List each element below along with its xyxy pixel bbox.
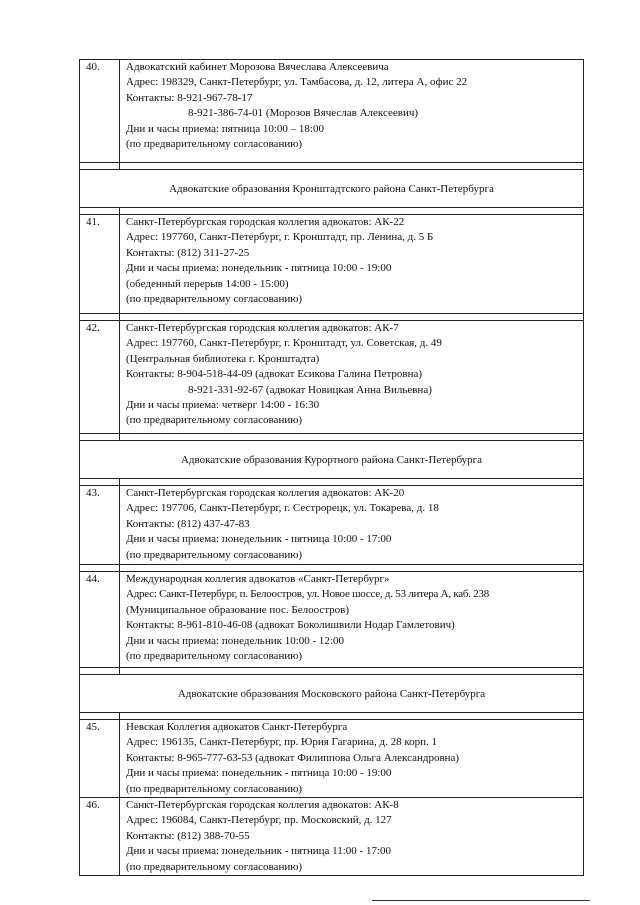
entry-details [120, 321, 584, 434]
entry-line: Адрес: 198329, Санкт-Петербург, ул. Тамбасова, д. 12, литера А, офис 22 [126, 76, 468, 89]
section-row [80, 675, 584, 713]
section-row [80, 441, 584, 479]
entry-line: Контакты: 8-921-967-78-17 [126, 91, 253, 104]
entry-line: Дни и часы приема: четверг 14:00 - 16:30 [126, 399, 320, 412]
entry-line: Адрес: 196135, Санкт-Петербург, пр. Юрия Гагарина, д. 28 корп. 1 [126, 736, 438, 749]
entry-line: Адрес: 197760, Санкт-Петербург, г. Кронштадт, ул. Советская, д. 49 [126, 337, 442, 350]
section-heading: Адвокатские образования Московского района Санкт-Петербурга [80, 675, 584, 713]
entry-line: Контакты: 8-961-810-46-08 (адвокат Боколишвили Нодар Гамлетович) [126, 619, 455, 632]
advocates-table [79, 59, 584, 876]
table-row [80, 215, 584, 314]
table-row [80, 572, 584, 668]
entry-number: 44. [80, 572, 120, 668]
entry-line: Адвокатский кабинет Морозова Вячеслава Алексеевича [126, 61, 389, 73]
entry-line: (Центральная библиотека г. Кронштадта) [126, 352, 320, 365]
table-row [80, 60, 584, 163]
footer-rule [372, 900, 590, 901]
entry-line: Адрес: Санкт-Петербург, п. Белоостров, ул. Новое шоссе, д. 53 литера А, каб. 238 [126, 588, 489, 601]
entry-line: (по предварительному согласованию) [126, 293, 303, 306]
entry-line: Дни и часы приема: пятница 10:00 – 18:00 [126, 122, 324, 135]
section-heading: Адвокатские образования Курортного района Санкт-Петербурга [80, 441, 584, 479]
entry-number: 46. [80, 798, 120, 876]
entry-line: (по предварительному согласованию) [126, 650, 303, 663]
section-heading: Адвокатские образования Кронштадтского района Санкт-Петербурга [80, 170, 584, 208]
entry-number: 45. [80, 720, 120, 798]
entry-line: Дни и часы приема: понедельник - пятница 10:00 - 19:00 [126, 262, 392, 275]
entry-line: (Муниципальное образование пос. Белоостров) [126, 603, 350, 616]
entry-line: 8-921-386-74-01 (Морозов Вячеслав Алексеевич) [188, 107, 419, 120]
entry-line: Невская Коллегия адвокатов Санкт-Петербурга [126, 721, 348, 733]
entry-line: (по предварительному согласованию) [126, 860, 303, 873]
table-row [80, 720, 584, 798]
entry-number: 42. [80, 321, 120, 434]
entry-line: Санкт-Петербургская городская коллегия адвокатов: АК-8 [126, 799, 399, 812]
entry-number: 43. [80, 486, 120, 565]
entry-details [120, 720, 584, 798]
entry-line: (обеденный перерыв 14:00 - 15:00) [126, 277, 289, 290]
entry-details [120, 215, 584, 314]
entry-details [120, 60, 584, 163]
entry-details [120, 572, 584, 668]
entry-line: Контакты: (812) 311-27-25 [126, 246, 250, 259]
entry-line: Адрес: 197760, Санкт-Петербург, г. Кронштадт, пр. Ленина, д. 5 Б [126, 231, 434, 244]
entry-line: (по предварительному согласованию) [126, 138, 303, 151]
entry-line: Санкт-Петербургская городская коллегия адвокатов: АК-7 [126, 322, 399, 334]
entry-line: (по предварительному согласованию) [126, 782, 303, 795]
entry-details [120, 798, 584, 876]
entry-line: (по предварительному согласованию) [126, 548, 303, 561]
entry-line: Контакты: 8-904-518-44-09 (адвокат Есикова Галина Петровна) [126, 368, 423, 381]
entry-number: 40. [80, 60, 120, 163]
entry-line: Дни и часы приема: понедельник - пятница 11:00 - 17:00 [126, 845, 392, 858]
entry-line: Контакты: (812) 437-47-83 [126, 517, 250, 530]
entry-line: Контакты: 8-965-777-63-53 (адвокат Филиппова Ольга Александровна) [126, 751, 460, 764]
entry-number: 41. [80, 215, 120, 314]
section-row [80, 170, 584, 208]
entry-line: Санкт-Петербургская городская коллегия адвокатов: АК-20 [126, 487, 405, 499]
entry-line: Адрес: 197706, Санкт-Петербург, г. Сестрорецк, ул. Токарева, д. 18 [126, 502, 439, 515]
entry-line: Контакты: (812) 388-70-55 [126, 829, 250, 842]
entry-line: Санкт-Петербургская городская коллегия адвокатов: АК-22 [126, 216, 405, 228]
entry-line: (по предварительному согласованию) [126, 414, 303, 427]
entry-line: Дни и часы приема: понедельник - пятница 10:00 - 19:00 [126, 767, 392, 780]
entry-line: Адрес: 196084, Санкт-Петербург, пр. Московский, д. 127 [126, 814, 392, 827]
entry-line: Дни и часы приема: понедельник - пятница 10:00 - 17:00 [126, 533, 392, 546]
table-row [80, 321, 584, 434]
table-row [80, 798, 584, 876]
entry-line: Дни и часы приема: понедельник 10:00 - 12:00 [126, 634, 344, 647]
table-row [80, 486, 584, 565]
entry-line: 8-921-331-92-67 (адвокат Новицкая Анна Вильевна) [188, 383, 432, 396]
entry-line: Международная коллегия адвокатов «Санкт-Петербург» [126, 573, 390, 585]
entry-details [120, 486, 584, 565]
